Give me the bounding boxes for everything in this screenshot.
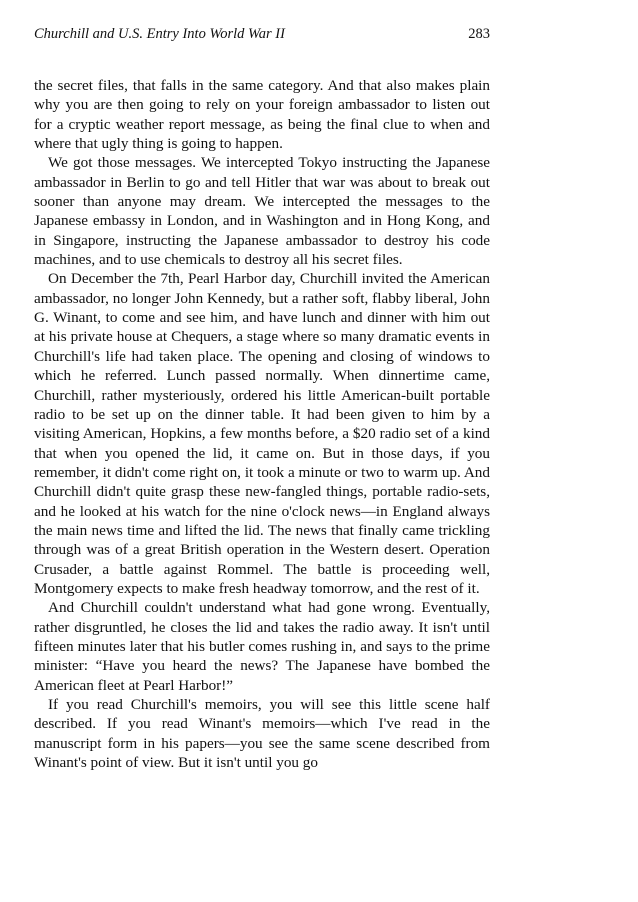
body-text [34,76,490,772]
paragraph-3: On December the 7th, Pearl Harbor day, Churchill invited the American ambassador, no longer John Kennedy, but a rather soft, flabby liberal, John G. Winant, to come and see him, and have lunch and dinner with him out at his private house at Chequers, a stage where so many dramatic events in Churchill's life had taken place. The opening and closing of windows to which he referred. Lunch passed normally. When dinnertime came, Churchill, rather mysteriously, ordered his little American-built portable radio to be set up on the dinner table. It had been given to him by a visiting American, Hopkins, a few months before, a $20 radio set of a kind that when you opened the lid, it came on. But in those days, if you remember, it didn't come right on, it took a minute or two to warm up. And Churchill didn't quite grasp these new-fangled things, portable radio-sets, and he looked at his watch for the nine o'clock news—in England always the main news time and lifted the lid. The news that finally came trickling through was of a great British operation in the Western desert. Operation Crusader, a battle against Rommel. The battle is proceeding well, Montgomery expects to make fresh headway tomorrow, and the rest of it. [34,270,490,597]
page-number: 283 [468,26,490,42]
paragraph-5: If you read Churchill's memoirs, you will see this little scene half described. If you read Winant's memoirs—which I've read in the manuscript form in his papers—you see the same scene described from Winant's point of view. But it isn't until you go [34,696,490,772]
paragraph-1: the secret files, that falls in the same category. And that also makes plain why you are then going to rely on your foreign ambassador to listen out for a cryptic weather report message, as being the final clue to when and where that ugly thing is going to happen. [34,77,490,153]
running-head: Churchill and U.S. Entry Into World War II [34,26,285,42]
paragraph-4: And Churchill couldn't understand what had gone wrong. Eventually, rather disgruntled, he closes the lid and takes the radio away. It isn't until fifteen minutes later that his butler comes rushing in, and says to the prime minister: “Have you heard the news? The Japanese have bombed the American fleet at Pearl Harbor!” [34,599,490,694]
paragraph-2: We got those messages. We intercepted Tokyo instructing the Japanese ambassador in Berlin to go and tell Hitler that war was about to break out sooner than anyone may dream. We intercepted the messages to the Japanese embassy in London, and in Washington and in Hong Kong, and in Singapore, instructing the Japanese ambassador to destroy his code machines, and to use chemicals to destroy all his secret files. [34,154,490,269]
page-header [34,26,490,43]
